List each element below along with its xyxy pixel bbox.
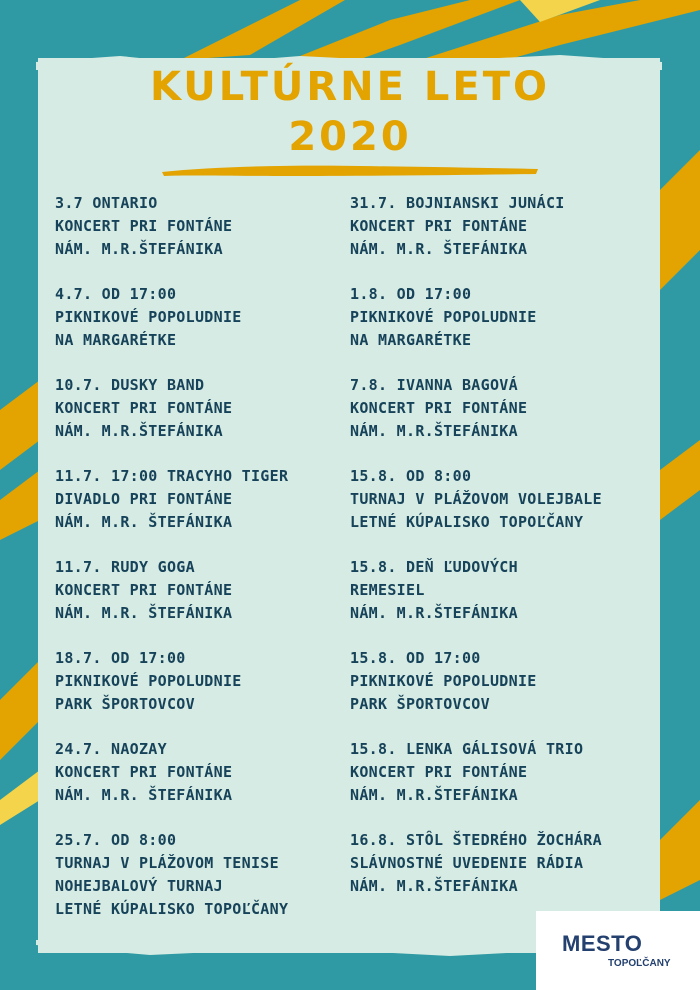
event-item	[350, 374, 660, 443]
event-item	[55, 738, 355, 807]
event-item	[55, 647, 355, 716]
event-item	[350, 192, 660, 261]
event-item	[350, 283, 660, 352]
event-detail-line: NÁM. M.R.ŠTEFÁNIKA	[55, 240, 223, 258]
event-detail-line: DIVADLO PRI FONTÁNE	[55, 490, 233, 508]
event-item	[55, 829, 355, 921]
event-detail-line: LETNÉ KÚPALISKO TOPOĽČANY	[55, 900, 289, 918]
event-item	[55, 192, 355, 261]
title-line-1: KULTÚRNE LETO	[149, 64, 551, 110]
event-detail-line: LETNÉ KÚPALISKO TOPOĽČANY	[350, 513, 584, 531]
event-item	[55, 283, 355, 352]
event-detail-line: NÁM. M.R.ŠTEFÁNIKA	[350, 786, 518, 804]
event-item	[350, 829, 660, 898]
event-date-title: 15.8. OD 8:00	[350, 467, 472, 485]
event-date-title: 31.7. BOJNIANSKI JUNÁCI	[350, 194, 565, 212]
event-date-title: 24.7. NAOZAY	[55, 740, 167, 758]
title-line-2: 2020	[288, 114, 412, 160]
event-detail-line: NOHEJBALOVÝ TURNAJ	[55, 877, 223, 895]
event-date-title: 18.7. OD 17:00	[55, 649, 186, 667]
event-date-title: 4.7. OD 17:00	[55, 285, 177, 303]
mesto-logo	[536, 911, 700, 990]
title-underline-brush	[160, 160, 540, 180]
logo-text-sub: TOPOĽČANY	[608, 958, 671, 969]
event-date-title: 1.8. OD 17:00	[350, 285, 472, 303]
page-title	[0, 62, 700, 162]
events-column-right	[350, 192, 660, 920]
event-detail-line: NÁM. M.R. ŠTEFÁNIKA	[350, 240, 528, 258]
event-item	[350, 465, 660, 534]
event-detail-line: PIKNIKOVÉ POPOLUDNIE	[350, 308, 537, 326]
event-date-title: 10.7. DUSKY BAND	[55, 376, 205, 394]
event-detail-line: TURNAJ V PLÁŽOVOM VOLEJBALE	[350, 490, 602, 508]
event-detail-line: NÁM. M.R.ŠTEFÁNIKA	[350, 877, 518, 895]
event-detail-line: REMESIEL	[350, 581, 425, 599]
event-detail-line: NA MARGARÉTKE	[55, 331, 177, 349]
event-date-title: 16.8. STÔL ŠTEDRÉHO ŽOCHÁRA	[350, 831, 602, 849]
event-detail-line: NÁM. M.R.ŠTEFÁNIKA	[55, 422, 223, 440]
event-detail-line: KONCERT PRI FONTÁNE	[350, 763, 528, 781]
event-detail-line: NÁM. M.R. ŠTEFÁNIKA	[55, 513, 233, 531]
event-detail-line: TURNAJ V PLÁŽOVOM TENISE	[55, 854, 279, 872]
event-detail-line: KONCERT PRI FONTÁNE	[350, 399, 528, 417]
event-detail-line: PARK ŠPORTOVCOV	[55, 695, 195, 713]
event-date-title: 7.8. IVANNA BAGOVÁ	[350, 376, 518, 394]
event-detail-line: PIKNIKOVÉ POPOLUDNIE	[55, 308, 242, 326]
event-detail-line: NÁM. M.R. ŠTEFÁNIKA	[55, 604, 233, 622]
event-date-title: 25.7. OD 8:00	[55, 831, 177, 849]
event-date-title: 11.7. 17:00 TRACYHO TIGER	[55, 467, 289, 485]
event-item	[55, 556, 355, 625]
event-detail-line: PIKNIKOVÉ POPOLUDNIE	[350, 672, 537, 690]
event-detail-line: KONCERT PRI FONTÁNE	[55, 217, 233, 235]
event-detail-line: PARK ŠPORTOVCOV	[350, 695, 490, 713]
event-detail-line: NA MARGARÉTKE	[350, 331, 472, 349]
event-detail-line: NÁM. M.R.ŠTEFÁNIKA	[350, 422, 518, 440]
event-item	[350, 556, 660, 625]
event-detail-line: NÁM. M.R.ŠTEFÁNIKA	[350, 604, 518, 622]
event-detail-line: KONCERT PRI FONTÁNE	[350, 217, 528, 235]
logo-text-main: MESTO	[562, 931, 643, 956]
event-date-title: 15.8. LENKA GÁLISOVÁ TRIO	[350, 740, 584, 758]
event-detail-line: SLÁVNOSTNÉ UVEDENIE RÁDIA	[350, 854, 584, 872]
event-item	[55, 374, 355, 443]
event-date-title: 11.7. RUDY GOGA	[55, 558, 195, 576]
event-detail-line: NÁM. M.R. ŠTEFÁNIKA	[55, 786, 233, 804]
event-item	[350, 647, 660, 716]
event-detail-line: KONCERT PRI FONTÁNE	[55, 581, 233, 599]
event-item	[350, 738, 660, 807]
event-date-title: 15.8. DEŇ ĽUDOVÝCH	[350, 558, 518, 576]
events-column-left	[55, 192, 355, 943]
event-detail-line: PIKNIKOVÉ POPOLUDNIE	[55, 672, 242, 690]
event-detail-line: KONCERT PRI FONTÁNE	[55, 763, 233, 781]
event-date-title: 15.8. OD 17:00	[350, 649, 481, 667]
event-date-title: 3.7 ONTARIO	[55, 194, 158, 212]
event-detail-line: KONCERT PRI FONTÁNE	[55, 399, 233, 417]
event-item	[55, 465, 355, 534]
